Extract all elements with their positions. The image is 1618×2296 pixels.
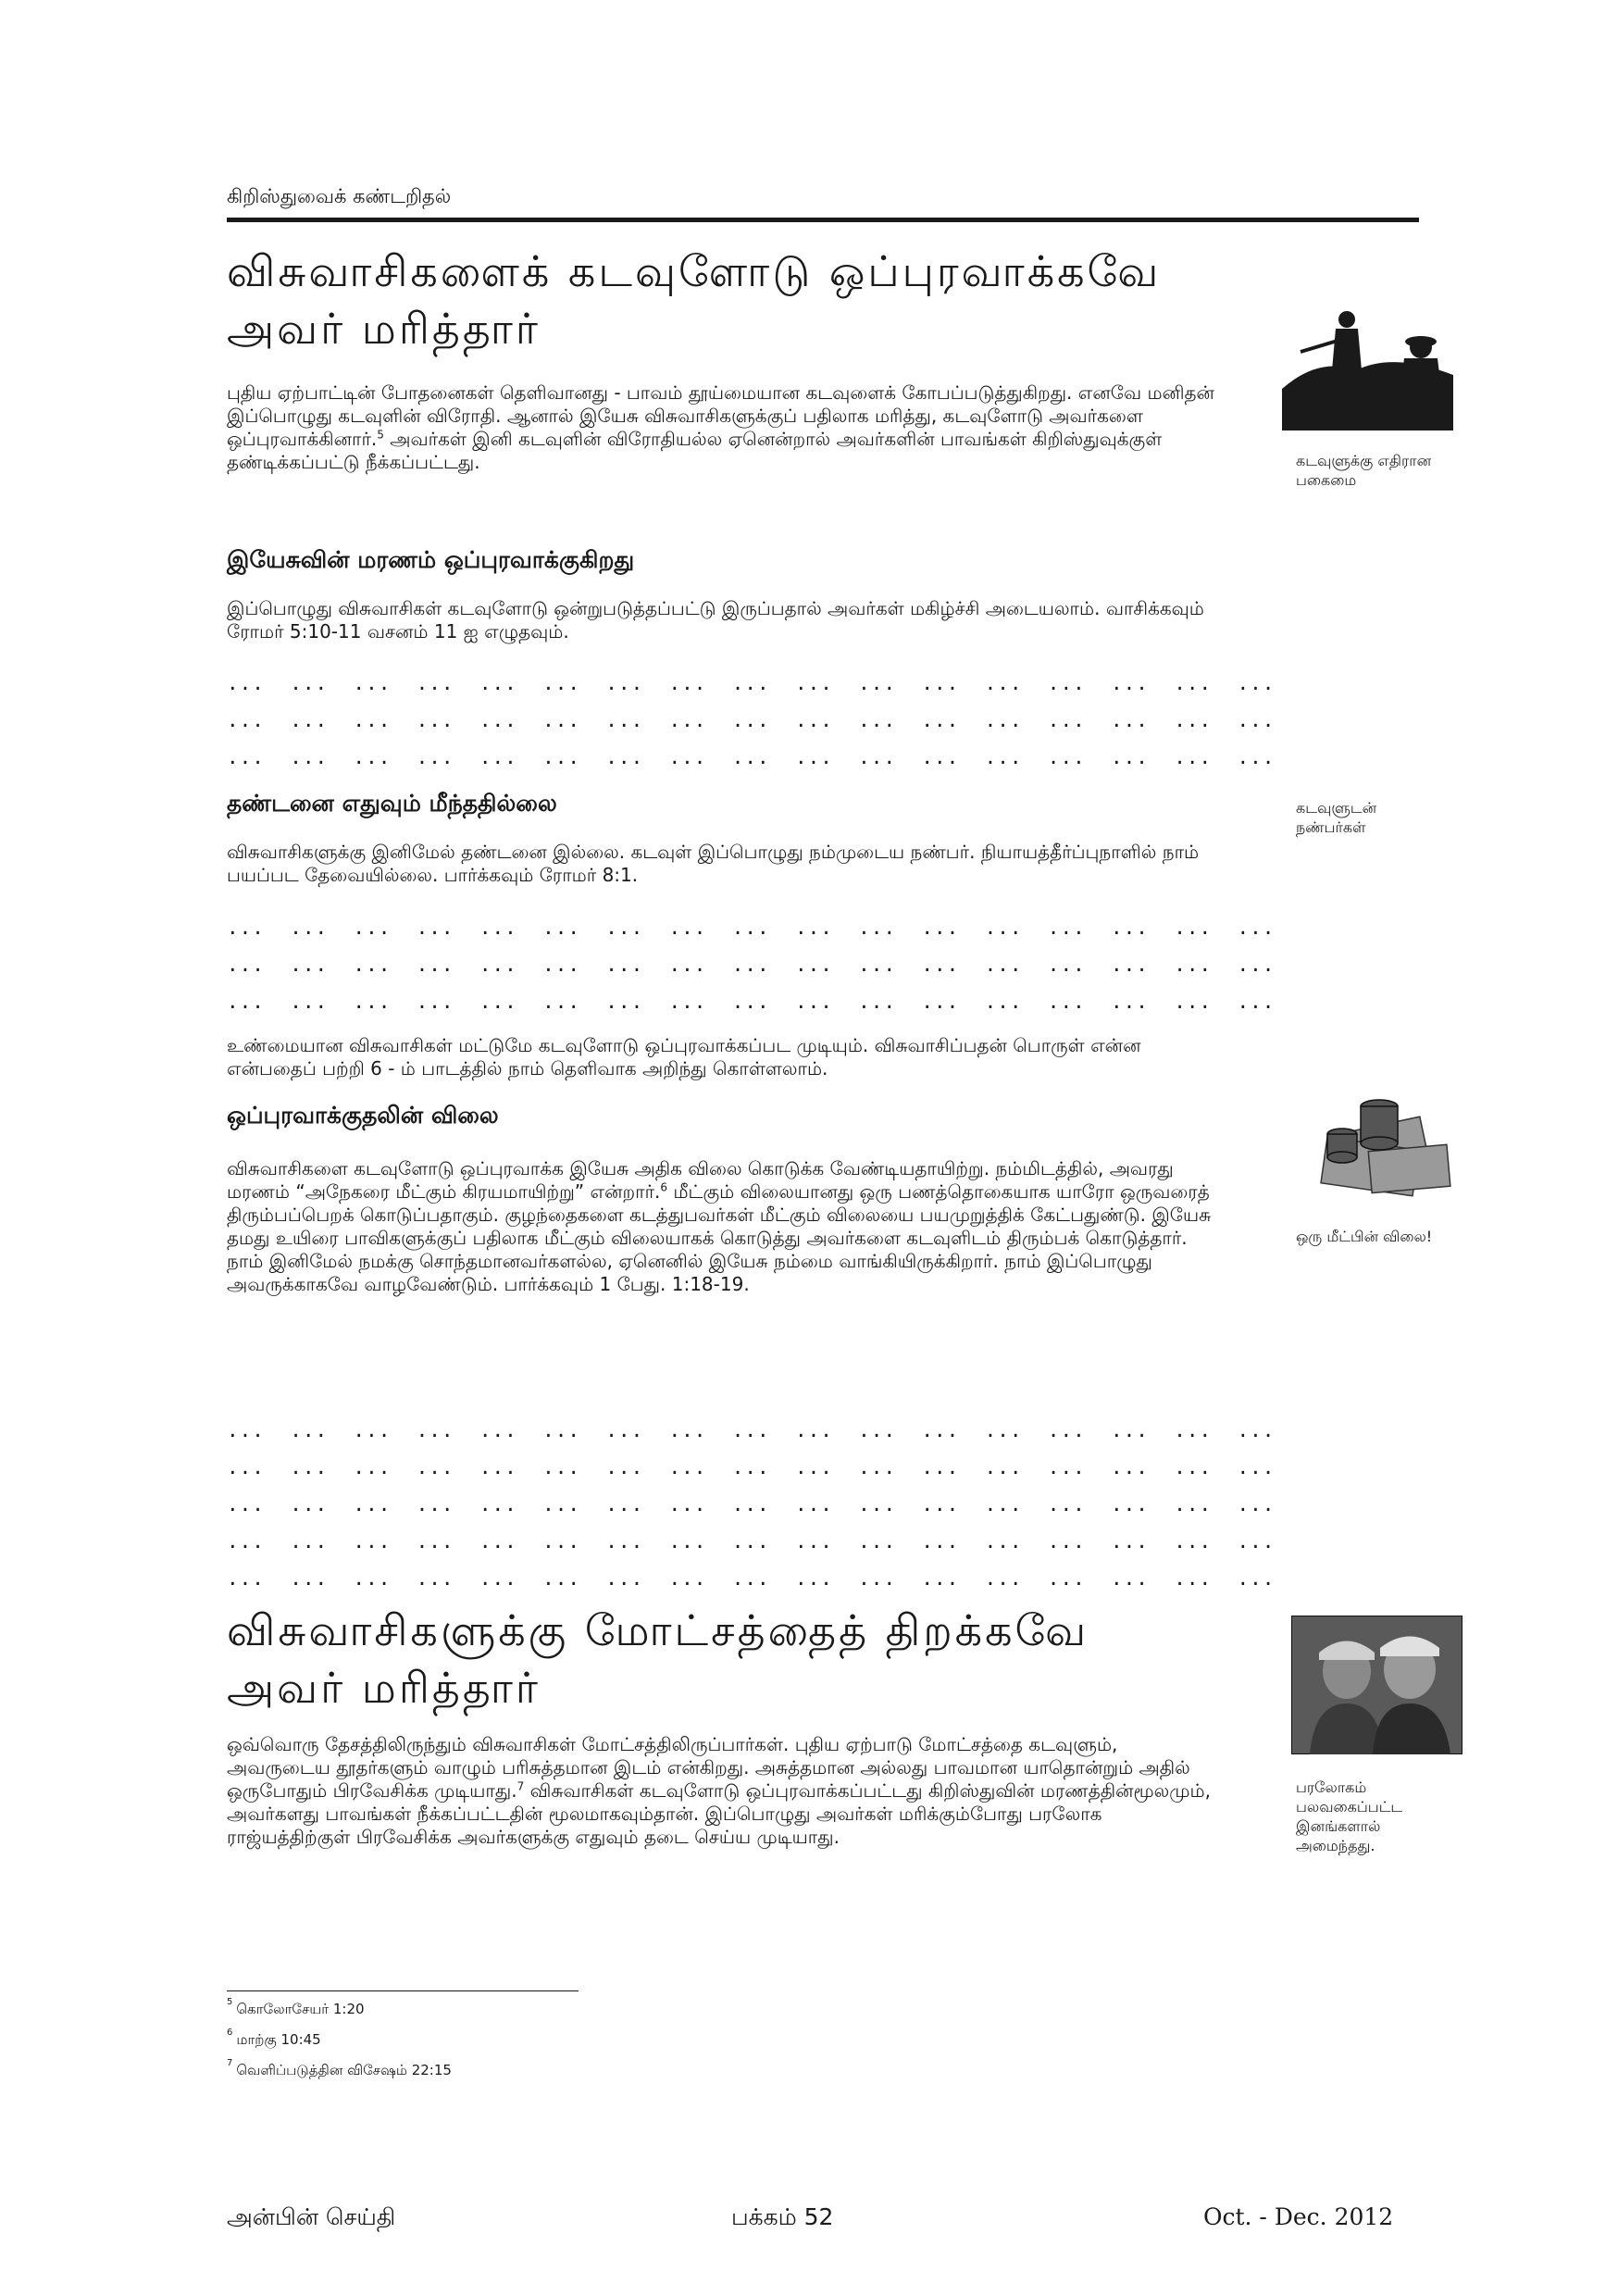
footnote-5 [227,1997,365,2018]
people-photo [1291,1616,1462,1754]
caption-ransom: ஒரு மீட்பின் விலை! [1296,1228,1433,1245]
footnote-rule [227,1990,579,1991]
section1-intro [227,381,1217,474]
header-rule [227,218,1419,222]
caption-friends: கடவுளுடன் நண்பர்கள் [1296,799,1377,836]
footnote-7-number: 7 [227,2058,233,2068]
footnote-7 [227,2058,452,2079]
footnote-6-number: 6 [227,2028,233,2038]
section2-title-line2: அவர் மரித்தார் [227,1663,541,1713]
footnote-ref-5: 5 [377,428,384,442]
section2-title-line1: விசுவாசிகளுக்கு மோட்சத்தைத் திறக்கவே [227,1605,1089,1655]
caption-enmity: கடவுளுக்கு எதிரான பகைமை [1296,452,1432,489]
sub3-paragraph [227,1157,1217,1296]
footnote-6-text: மாற்கு 10:45 [236,2031,321,2048]
footnote-ref-7: 7 [517,1779,525,1793]
subheading-price: ஒப்புரவாக்குதலின் விலை [227,1102,499,1129]
intro-text-a: புதிய ஏற்பாட்டின் போதனைகள் தெளிவானது - பாவம் தூய்மையான கடவுளைக் கோபப்படுத்துகிறது. எனவே மனிதன் இப்பொழுது கடவுளின் விரோதி. ஆனால் இயேசு விசுவாசிகளுக்குப் பதிலாக மரித்து, கடவுளோடு அவர்களை ஒப்புரவாக்கினார். [227,381,1214,450]
footnote-5-text: கொலோசேயர் 1:20 [236,2001,365,2017]
answer-lines-1: ... ... ... ... ... ... ... ... ... ... ... ... ... ... ... ... ... ... ... ... ... ... ... ... ... ... ... ... ... ... ... ... ... ... ... ... ... ... ... ... ... ... ... ... ... ... ... ... ... ... ... [227,672,1276,768]
section1-title-line1: விசுவாசிகளைக் கடவுளோடு ஒப்புரவாக்கவே [227,246,1162,296]
sub2-paragraph: விசுவாசிகளுக்கு இனிமேல் தண்டனை இல்லை. கடவுள் இப்பொழுது நம்முடைய நண்பர். நியாயத்தீர்ப்புநாளில் நாம் பயப்பட தேவையில்லை. பார்க்கவும் ரோமர் 8:1. [227,841,1200,886]
soldiers-illustration [1282,301,1453,430]
footnote-5-number: 5 [227,1997,233,2007]
footer-issue-date: Oct. - Dec. 2012 [1203,2203,1394,2230]
footnote-ref-6: 6 [660,1180,668,1194]
section2-paragraph [227,1733,1217,1849]
footnote-7-text: வெளிப்படுத்தின விசேஷம் 22:15 [236,2062,452,2078]
sub1-paragraph: இப்பொழுது விசுவாசிகள் கடவுளோடு ஒன்றுபடுத்தப்பட்டு இருப்பதால் அவர்கள் மகிழ்ச்சி அடையலாம். வாசிக்கவும் ரோமர் 5:10-11 வசனம் 11 ஐ எழுதவும். [227,597,1204,643]
section2-text-a: ஒவ்வொரு தேசத்திலிருந்தும் விசுவாசிகள் மோட்சத்திலிருப்பார்கள். புதிய ஏற்பாடு மோட்சத்தை கடவுளும், அவருடைய தூதர்களும் வாழும் பரிசுத்தமான இடம் என்கிறது. அசுத்தமான அல்லது பாவமான யாதொன்றும் அதில் ஒருபோதும் பிரவேசிக்க முடியாது. [227,1733,1190,1802]
sub3-text-a: விசுவாசிகளை கடவுளோடு ஒப்புரவாக்க இயேசு அதிக விலை கொடுக்க வேண்டியதாயிற்று. நம்மிடத்தில், அவரது மரணம் “அநேகரை மீட்கும் கிரயமாயிற்று” என்றார். [227,1157,1174,1203]
footnote-6 [227,2030,321,2049]
section2-title [227,1602,1245,1716]
intro-text-b: அவர்கள் இனி கடவுளின் விரோதியல்ல ஏனென்றால் அவர்களின் பாவங்கள் கிறிஸ்துவுக்குள் தண்டிக்கப்பட்டு நீக்கப்பட்டது. [227,428,1163,473]
section1-title-line2: அவர் மரித்தார் [227,304,541,354]
answer-lines-3: ... ... ... ... ... ... ... ... ... ... ... ... ... ... ... ... ... ... ... ... ... ... ... ... ... ... ... ... ... ... ... ... ... ... ... ... ... ... ... ... ... ... ... ... ... ... ... ... ... ... ... ... ... ... ... ... ... ... ... ... ... ... ... ... ... ... ... ... ... ... ... ... ... ... ... ... ... ... ... ... ... ... ... ... ... [227,1419,1276,1590]
answer-lines-2: ... ... ... ... ... ... ... ... ... ... ... ... ... ... ... ... ... ... ... ... ... ... ... ... ... ... ... ... ... ... ... ... ... ... ... ... ... ... ... ... ... ... ... ... ... ... ... ... ... ... ... [227,917,1276,1013]
footer-magazine-name: அன்பின் செய்தி [227,2203,396,2230]
running-header: கிறிஸ்துவைக் கண்டறிதல் [227,185,452,207]
money-illustration [1305,1088,1453,1199]
footer-page-number: பக்கம் 52 [731,2203,834,2230]
section2-text-b: விசுவாசிகள் கடவுளோடு ஒப்புரவாக்கப்பட்டது கிறிஸ்துவின் மரணத்தின்மூலமும், அவர்களது பாவங்கள் நீக்கப்பட்டதின் மூலமாகவும்தான். இப்பொழுது அவர்கள் மரிக்கும்போது பரலோக ராஜ்யத்திற்குள் பிரவேசிக்க அவர்களுக்கு எதுவும் தடை செய்ய முடியாது. [227,1779,1211,1848]
subheading-reconcile: இயேசுவின் மரணம் ஒப்புரவாக்குகிறது [227,546,635,573]
subheading-no-punishment: தண்டனை எதுவும் மீந்ததில்லை [227,790,557,817]
caption-heaven: பரலோகம் பலவகைப்பட்ட இனங்களால் அமைந்தது. [1296,1778,1403,1854]
sub2-after-paragraph: உண்மையான விசுவாசிகள் மட்டுமே கடவுளோடு ஒப்புரவாக்கப்பட முடியும். விசுவாசிப்பதன் பொருள் என்ன என்பதைப் பற்றி 6 - ம் பாடத்தில் நாம் தெளிவாக அறிந்து கொள்ளலாம். [227,1034,1141,1079]
sub3-text-b: மீட்கும் விலையானது ஒரு பணத்தொகையாக யாரோ ஒருவரைத் திரும்பப்பெறக் கொடுப்பதாகும். குழந்தைகளை கடத்துபவர்கள் மீட்கும் விலையை பயமுறுத்திக் கேட்பதுண்டு. இயேசு தமது உயிரை பாவிகளுக்குப் பதிலாக மீட்கும் விலையாகக் கொடுத்து அவர்களை கடவுளிடம் திரும்பக் கொடுத்தார். நாம் இனிமேல் நமக்கு சொந்தமானவர்களல்ல, ஏனெனில் இயேசு நம்மை வாங்கியிருக்கிறார். நாம் இப்பொழுது அவருக்காகவே வாழவேண்டும். பார்க்கவும் 1 பேது. 1:18-19. [227,1180,1212,1295]
section1-title [227,243,1245,357]
